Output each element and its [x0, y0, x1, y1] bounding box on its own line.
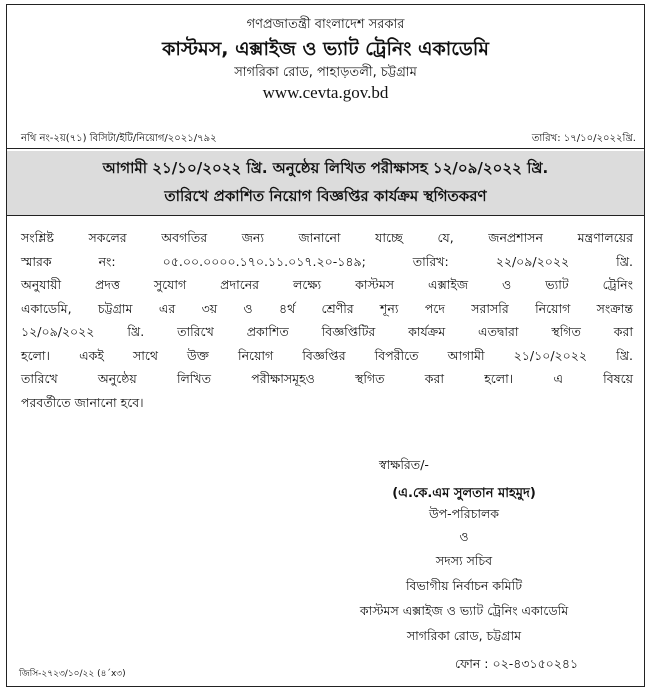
body-line: হলো। একই সাথে উক্ত নিয়োগ বিজ্ঞপ্তির বিপরীতে আগামী ২১/১০/২০২২ খ্রি. [21, 347, 633, 363]
notice-frame [6, 4, 645, 687]
reference-number: নথি নং-২য়(৭১) বিসিটা/ইটি/নিয়োগ/২০২১/৭৯২ [21, 133, 217, 144]
headline-line-1: আগামী ২১/১০/২০২২ খ্রি. অনুষ্ঠেয় লিখিত পরীক্ষাসহ ১২/০৯/২০২২ খ্রি. [102, 159, 549, 177]
body-line: অনুযায়ী প্রদত্ত সুযোগ প্রদানের লক্ষ্যে কাস্টমস এক্সাইজ ও ভ্যাট ট্রেনিং [21, 277, 633, 292]
signatory-location: সাগরিকা রোড, চট্টগ্রাম [406, 628, 522, 643]
divider [7, 148, 644, 149]
signatory-role: সদস্য সচিব [435, 553, 493, 568]
notice-body [21, 226, 633, 414]
body-line: ১২/০৯/২০২২ খ্রি. তারিখে প্রকাশিত বিজ্ঞপ্তিটির কার্যক্রম এতদ্বারা স্থগিত করা [21, 324, 633, 339]
website-link[interactable]: www.cevta.gov.bd [262, 83, 389, 102]
signatory-name: (এ.কে.এম সুলতান মাহমুদ) [392, 486, 536, 501]
body-line: স্মারক নং: ০৫.০০.০০০০.১৭০.১১.০১৭.২০-১৪৯; তারিখ: ২২/০৯/২০২২ খ্রি. [21, 253, 633, 269]
footer-code: জিসি-২৭২৩/১০/২২ (৪´x৩) [19, 669, 126, 679]
body-line: পরবর্তীতে জানানো হবে। [21, 394, 144, 410]
committee-name: বিভাগীয় নির্বাচন কমিটি [405, 578, 523, 593]
signatory-organization: কাস্টমস এক্সাইজ ও ভ্যাট ট্রেনিং একাডেমি [359, 603, 569, 618]
body-line: তারিখে অনুষ্ঠেয় লিখিত পরীক্ষাসমূহও স্থগিত করা হলো। এ বিষয়ে [21, 371, 633, 386]
notice-date: তারিখ: ১৭/১০/২০২২খ্রি. [531, 133, 636, 144]
government-name: গণপ্রজাতন্ত্রী বাংলাদেশ সরকার [246, 17, 405, 32]
signed-mark: স্বাক্ষরিত/- [379, 457, 429, 472]
body-line: একাডেমি, চট্টগ্রাম এর ৩য় ও ৪র্থ শ্রেণীর শূন্য পদে সরাসরি নিয়োগ সংক্রান্ত [21, 300, 633, 316]
phone-number: ফোন : ০২-৪৩১৫০২৪১ [455, 656, 579, 671]
signatory-conjunction: ও [459, 529, 469, 544]
body-line: সংশ্লিষ্ট সকলের অবগতির জন্য জানানো যাচ্ছে যে, জনপ্রশাসন মন্ত্রণালয়ের [21, 230, 633, 245]
academy-address: সাগরিকা রোড, পাহাড়তলী, চট্টগ্রাম [234, 65, 417, 80]
notice-headline [7, 151, 644, 216]
academy-name: কাস্টমস, এক্সাইজ ও ভ্যাট ট্রেনিং একাডেমি [162, 38, 489, 60]
headline-line-2: তারিখে প্রকাশিত নিয়োগ বিজ্ঞপ্তির কার্যক্রম স্থগিতকরণ [164, 187, 487, 205]
signatory-designation: উপ-পরিচালক [428, 506, 500, 521]
